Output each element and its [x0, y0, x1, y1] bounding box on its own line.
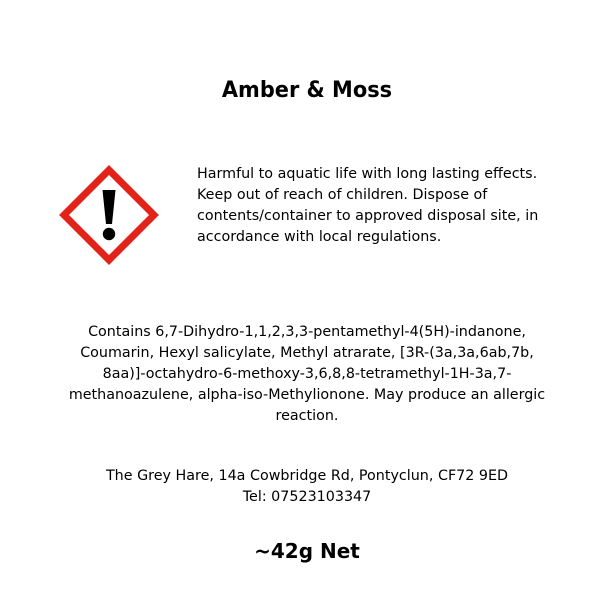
supplier-details	[0, 466, 614, 508]
ingredients-line: methanoazulene, alpha-iso-Methylionone. May produce an allergic	[68, 387, 546, 403]
supplier-phone: Tel: 07523103347	[242, 489, 372, 505]
ghs-exclamation-mark-icon	[58, 164, 160, 266]
hazard-line: Keep out of reach of children. Dispose of	[197, 187, 488, 203]
net-weight: ~42g Net	[254, 539, 360, 563]
ingredients-line: reaction.	[275, 408, 339, 424]
exclamation-dot	[103, 228, 115, 240]
ingredients-line: 8aa)]-octahydro-6-methoxy-3,6,8,8-tetramethyl-1H-3a,7-	[102, 366, 512, 382]
hazard-line: contents/container to approved disposal site, in	[197, 208, 539, 224]
ingredients-line: Contains 6,7-Dihydro-1,1,2,3,3-pentamethyl-4(5H)-indanone,	[88, 324, 526, 340]
hazard-statement	[197, 164, 597, 248]
ingredients-line: Coumarin, Hexyl salicylate, Methyl atrarate, [3R-(3a,3a,6ab,7b,	[80, 345, 534, 361]
product-title: Amber & Moss	[221, 78, 393, 103]
hazard-line: accordance with local regulations.	[197, 229, 442, 245]
hazard-line: Harmful to aquatic life with long lasting effects.	[197, 166, 538, 182]
ingredients-statement	[0, 322, 614, 427]
supplier-address: The Grey Hare, 14a Cowbridge Rd, Pontyclun, CF72 9ED	[105, 468, 509, 484]
